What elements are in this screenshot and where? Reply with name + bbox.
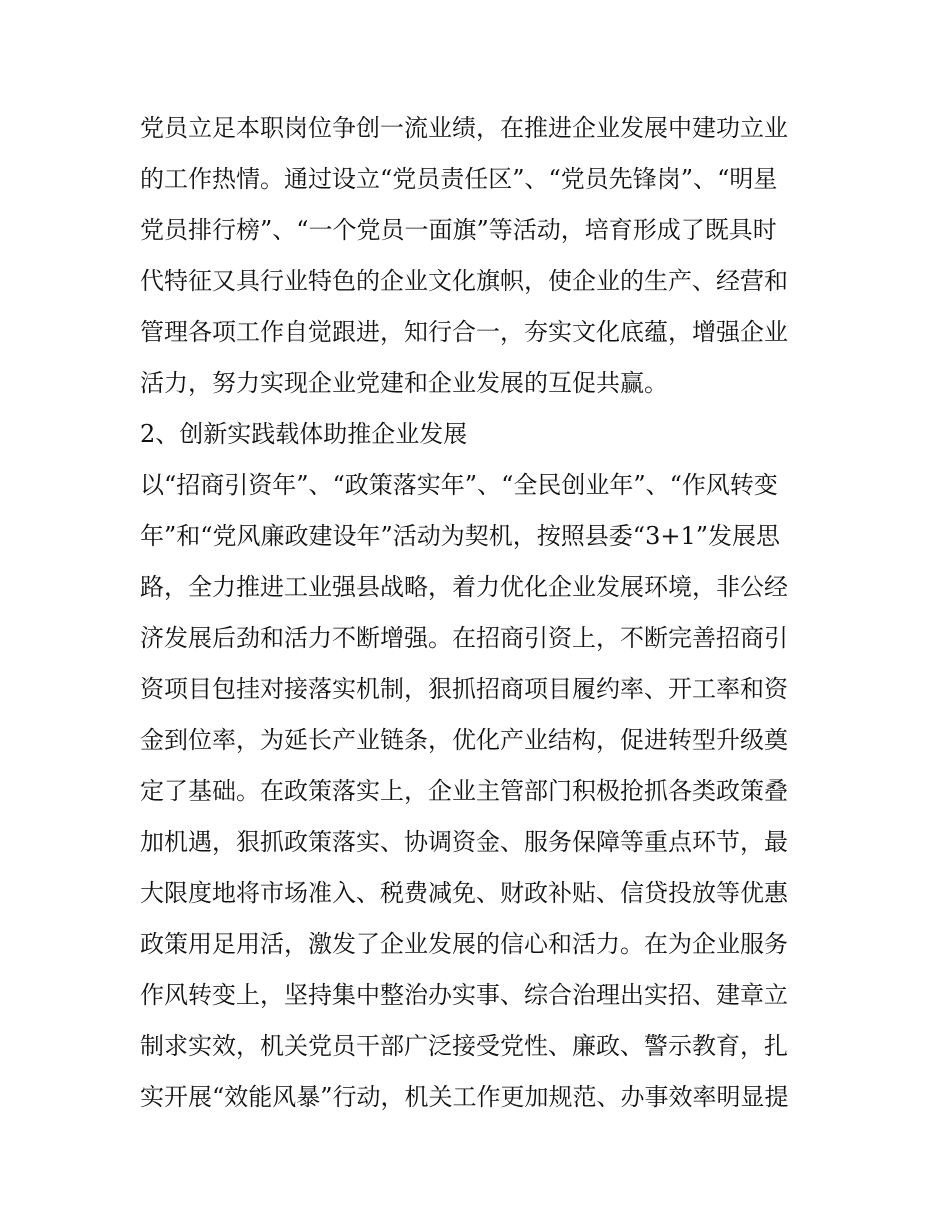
text-line: 加机遇，狠抓政策落实、协调资金、服务保障等重点环节，最 — [140, 828, 788, 856]
text-line: 政策用足用活，激发了企业发展的信心和活力。在为企业服务 — [140, 930, 788, 958]
text-line: 济发展后劲和活力不断增强。在招商引资上，不断完善招商引 — [140, 624, 788, 652]
text-line: 作风转变上，坚持集中整治办实事、综合治理出实招、建章立 — [140, 981, 788, 1009]
text-line: 管理各项工作自觉跟进，知行合一，夯实文化底蕴，增强企业 — [140, 318, 788, 346]
text-line: 活力，努力实现企业党建和企业发展的互促共赢。 — [140, 369, 668, 397]
text-line: 资项目包挂对接落实机制，狠抓招商项目履约率、开工率和资 — [140, 675, 788, 703]
section-heading: 2、创新实践载体助推企业发展 — [140, 420, 468, 448]
document-body — [140, 103, 820, 1123]
text-line: 制求实效，机关党员干部广泛接受党性、廉政、警示教育，扎 — [140, 1032, 788, 1060]
text-line: 实开展“效能风暴”行动，机关工作更加规范、办事效率明显提 — [140, 1083, 789, 1111]
text-line: 定了基础。在政策落实上，企业主管部门积极抢抓各类政策叠 — [140, 777, 788, 805]
text-line: 党员立足本职岗位争创一流业绩，在推进企业发展中建功立业 — [140, 114, 788, 142]
text-line: 年”和“党风廉政建设年”活动为契机，按照县委“3+1”发展思 — [140, 522, 780, 550]
text-line: 路，全力推进工业强县战略，着力优化企业发展环境，非公经 — [140, 573, 788, 601]
text-line: 代特征又具行业特色的企业文化旗帜，使企业的生产、经营和 — [140, 267, 788, 295]
text-line: 以“招商引资年”、“政策落实年”、“全民创业年”、“作风转变 — [140, 471, 778, 499]
text-line: 党员排行榜”、“一个党员一面旗”等活动，培育形成了既具时 — [140, 216, 777, 244]
text-line: 的工作热情。通过设立“党员责任区”、“党员先锋岗”、“明星 — [140, 165, 778, 193]
text-line: 金到位率，为延长产业链条，优化产业结构，促进转型升级奠 — [140, 726, 788, 754]
text-line: 大限度地将市场准入、税费减免、财政补贴、信贷投放等优惠 — [140, 879, 788, 907]
